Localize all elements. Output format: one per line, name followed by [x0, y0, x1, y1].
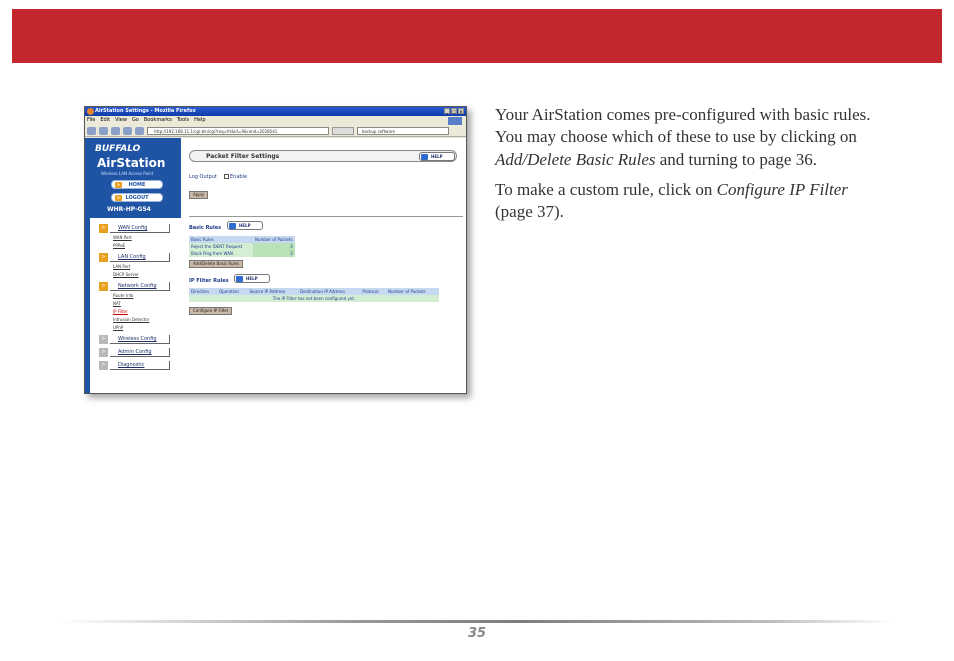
menu-group-label: WAN Config	[110, 224, 170, 233]
caption-text-part: Your AirStation comes pre-configured with basic rules. You may choose which of these to use by clicking on	[495, 105, 871, 147]
configure-ip-filter-button[interactable]: Configure IP Filter	[189, 307, 232, 315]
window-title: AirStation Settings - Mozilla Firefox	[95, 108, 196, 114]
page-title: Packet Filter Settings	[189, 150, 457, 162]
product-tagline: Wireless LAN Access Point	[101, 171, 154, 176]
caption-paragraph	[495, 179, 875, 224]
table-row	[189, 250, 295, 257]
arrow-icon: >	[99, 348, 108, 357]
maximize-icon[interactable]: □	[452, 109, 456, 114]
ip-filter-rules-heading: IP Filter Rules	[189, 278, 229, 284]
menu-group-label: Wireless Config	[110, 335, 170, 344]
router-sidebar	[85, 138, 181, 393]
menu-bar	[85, 116, 466, 125]
home-label: HOME	[128, 182, 146, 188]
enable-label: Enable	[230, 174, 248, 180]
column-header: Protocol	[360, 288, 386, 295]
menu-group-wan[interactable]	[93, 223, 179, 234]
rule-name: Reject the IDENT Request	[189, 243, 253, 250]
column-header: Destination IP Address	[298, 288, 360, 295]
menu-help[interactable]: Help	[194, 117, 206, 123]
sidebar-header	[85, 138, 181, 218]
menu-group-diagnostic[interactable]	[93, 360, 179, 371]
enable-checkbox[interactable]	[223, 174, 247, 180]
caption-text-part: (page 37).	[495, 202, 564, 222]
divider	[189, 216, 463, 217]
column-header: Operation	[217, 288, 247, 295]
home-icon[interactable]	[135, 127, 144, 135]
help-icon	[421, 154, 428, 160]
window-titlebar	[85, 107, 466, 116]
sidebar-stripe	[85, 218, 90, 393]
menu-bookmarks[interactable]: Bookmarks	[143, 117, 172, 123]
menu-group-label: Network Config	[110, 282, 170, 291]
table-header-row	[189, 288, 439, 295]
menu-group-wireless[interactable]	[93, 334, 179, 345]
rule-name: Block Ping from WAN	[189, 250, 253, 257]
go-button[interactable]	[332, 127, 354, 135]
empty-message: The IP Filter has not been configured yet.	[189, 295, 439, 302]
help-button[interactable]	[234, 274, 270, 283]
home-button[interactable]	[111, 180, 163, 189]
menu-item-ip-filter[interactable]: IP Filter	[113, 309, 128, 314]
close-icon[interactable]: ×	[459, 109, 463, 114]
arrow-icon: >	[99, 253, 108, 262]
packet-count: 3	[253, 243, 295, 250]
firefox-icon	[87, 108, 94, 115]
menu-item-nat[interactable]: NAT	[113, 301, 121, 306]
logout-label: LOGOUT	[125, 195, 149, 201]
help-label: HELP	[431, 154, 443, 159]
menu-item-lan-port[interactable]: LAN Port	[113, 264, 131, 269]
column-header: Source IP Address	[247, 288, 298, 295]
reload-icon[interactable]	[111, 127, 120, 135]
model-name: WHR-HP-G54	[107, 206, 151, 213]
forward-icon[interactable]	[99, 127, 108, 135]
help-button[interactable]	[227, 221, 263, 230]
menu-group-label: Admin Config	[110, 348, 170, 357]
navigation-toolbar	[85, 125, 466, 137]
arrow-icon: >	[99, 361, 108, 370]
menu-group-lan[interactable]	[93, 252, 179, 263]
menu-edit[interactable]: Edit	[100, 117, 111, 123]
back-icon[interactable]	[87, 127, 96, 135]
throbber-icon	[448, 117, 462, 125]
sidebar-menu	[93, 221, 179, 371]
menu-item-dhcp-server[interactable]: DHCP Server	[113, 272, 139, 277]
add-delete-basic-rules-button[interactable]: Add/Delete Basic Rules	[189, 260, 243, 268]
menu-group-label: LAN Config	[110, 253, 170, 262]
caption-text-part: To make a custom rule, click on	[495, 179, 717, 199]
help-label: HELP	[239, 223, 251, 228]
log-output-label: Log Output	[189, 174, 217, 180]
menu-group-network[interactable]	[93, 281, 179, 292]
column-header: Direction	[189, 288, 217, 295]
caption-emphasis: Configure IP Filter	[716, 179, 848, 199]
menu-group-label: Diagnostic	[110, 361, 170, 370]
help-icon	[229, 223, 236, 229]
help-icon	[236, 276, 243, 282]
brand-logo: BUFFALO	[95, 144, 141, 154]
top-banner	[12, 9, 942, 63]
menu-item-pppoe[interactable]: PPPoE	[113, 243, 126, 248]
stop-icon[interactable]	[123, 127, 132, 135]
help-label: HELP	[246, 276, 258, 281]
menu-item-route-info[interactable]: Route Info	[113, 293, 134, 298]
menu-view[interactable]: View	[115, 117, 127, 123]
arrow-icon: >	[99, 335, 108, 344]
search-input[interactable]: backup software	[357, 127, 449, 135]
column-header: Number of Packets	[255, 237, 293, 242]
arrow-icon: >	[116, 182, 121, 187]
page-number: 35	[467, 626, 487, 641]
table-row	[189, 243, 295, 250]
address-bar[interactable]: http://192.168.11.1/cgi-bin/cgi?req=frl&id=9&rand=2028541	[147, 127, 329, 135]
table-row	[189, 295, 439, 302]
menu-file[interactable]: File	[87, 117, 96, 123]
apply-button[interactable]: Apply	[189, 191, 208, 199]
arrow-icon: >	[116, 195, 121, 200]
basic-rules-table	[189, 236, 295, 257]
caption-paragraph	[495, 104, 875, 171]
menu-item-wan-port[interactable]: WAN Port	[113, 235, 132, 240]
ip-filter-table	[189, 288, 439, 302]
arrow-icon: >	[99, 224, 108, 233]
browser-screenshot	[84, 106, 467, 394]
table-header-row	[189, 236, 295, 243]
basic-rules-heading: Basic Rules	[189, 225, 222, 231]
column-header: Basic Rules	[189, 236, 253, 243]
menu-item-upnp[interactable]: UPnP	[113, 325, 124, 330]
caption-emphasis: Add/Delete Basic Rules	[495, 149, 656, 169]
menu-group-admin[interactable]	[93, 347, 179, 358]
arrow-icon: >	[99, 282, 108, 291]
checkbox-icon	[224, 174, 229, 179]
logout-button[interactable]	[111, 193, 163, 202]
footer-rule	[60, 620, 894, 623]
menu-go[interactable]: Go	[131, 117, 139, 123]
column-header: Number of Packets	[386, 288, 439, 295]
help-button[interactable]	[419, 152, 455, 161]
caption-text-part: and turning to page 36.	[655, 149, 817, 169]
menu-tools[interactable]: Tools	[176, 117, 190, 123]
page-content	[85, 138, 466, 393]
menu-item-intrusion-detector[interactable]: Intrusion Detector	[113, 317, 150, 322]
caption-text	[495, 104, 875, 231]
packet-count: 3	[253, 250, 295, 257]
product-name: AirStation	[97, 156, 166, 170]
minimize-icon[interactable]: _	[446, 109, 448, 114]
settings-panel	[187, 138, 462, 393]
